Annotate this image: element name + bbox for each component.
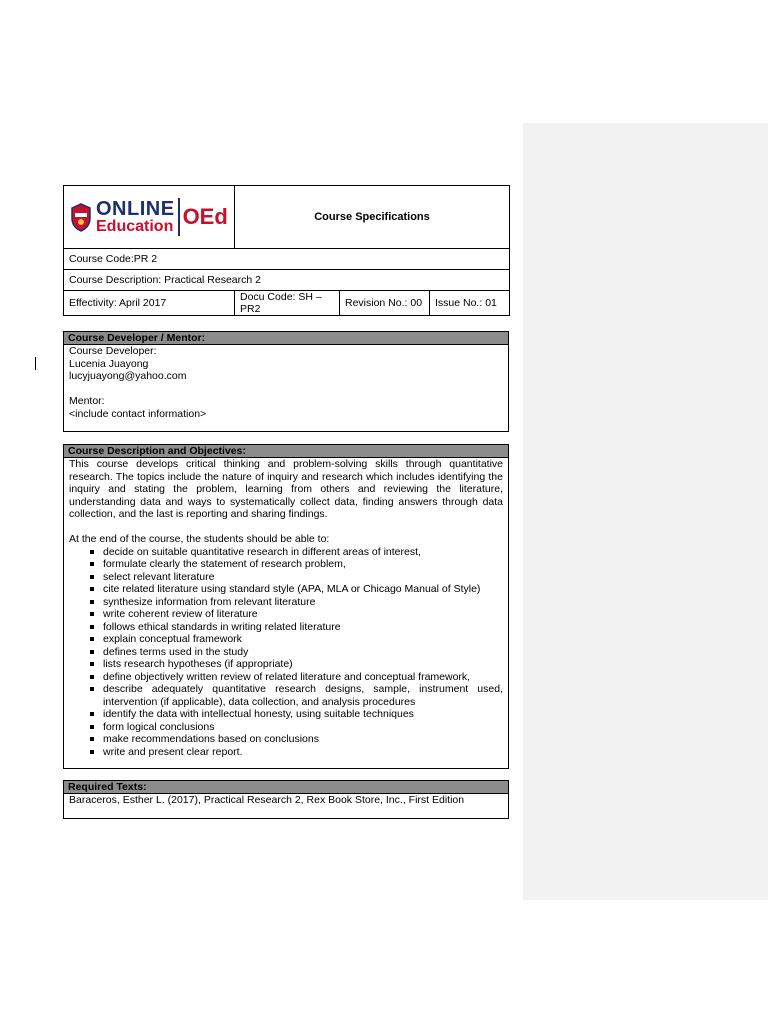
list-item: write and present clear report. xyxy=(103,746,503,759)
docu-code: Docu Code: SH – PR2 xyxy=(235,291,340,316)
developer-label: Course Developer: xyxy=(69,345,157,357)
comment-pane xyxy=(523,123,768,900)
list-item: form logical conclusions xyxy=(103,721,503,734)
online-education-logo xyxy=(64,186,234,248)
list-item: follows ethical standards in writing related literature xyxy=(103,621,503,634)
text-cursor xyxy=(35,357,36,370)
course-description: Course Description: Practical Research 2 xyxy=(64,270,510,291)
required-texts-section xyxy=(63,780,509,819)
logo-education-text: Education xyxy=(96,218,174,235)
developer-name: Lucenia Juayong xyxy=(69,357,149,370)
list-item: identify the data with intellectual honesty, using suitable techniques xyxy=(103,708,503,721)
developer-section xyxy=(63,331,509,432)
list-item: defines terms used in the study xyxy=(103,646,503,659)
list-item: synthesize information from relevant literature xyxy=(103,596,503,609)
course-header-table xyxy=(63,185,510,316)
course-code: Course Code:PR 2 xyxy=(64,249,510,270)
logo-cell xyxy=(64,186,235,249)
issue-number: Issue No.: 01 xyxy=(430,291,510,316)
list-item: formulate clearly the statement of research problem, xyxy=(103,558,503,571)
list-item: lists research hypotheses (if appropriate) xyxy=(103,658,503,671)
objectives-intro: At the end of the course, the students should be able to: xyxy=(69,533,330,545)
list-item: describe adequately quantitative research designs, sample, instrument used, intervention (if applicable), data collection, and analysis procedures xyxy=(103,683,503,708)
page-title: Course Specifications xyxy=(235,186,510,249)
crest-icon xyxy=(70,202,92,232)
effectivity: Effectivity: April 2017 xyxy=(64,291,235,316)
list-item: define objectively written review of related literature and conceptual framework, xyxy=(103,671,503,684)
description-section xyxy=(63,444,509,769)
logo-divider xyxy=(178,198,180,236)
mentor-label: Mentor: xyxy=(69,395,105,407)
developer-heading: Course Developer / Mentor: xyxy=(64,332,508,345)
logo-oed-text: OEd xyxy=(182,204,228,229)
list-item: write coherent review of literature xyxy=(103,608,503,621)
list-item: make recommendations based on conclusions xyxy=(103,733,503,746)
required-text-entry: Baraceros, Esther L. (2017), Practical Research 2, Rex Book Store, Inc., First Edition xyxy=(69,794,465,806)
revision-number: Revision No.: 00 xyxy=(340,291,430,316)
list-item: cite related literature using standard style (APA, MLA or Chicago Manual of Style) xyxy=(103,583,503,596)
objectives-list xyxy=(69,546,503,759)
logo-online-text: ONLINE xyxy=(96,198,175,220)
list-item: select relevant literature xyxy=(103,571,503,584)
description-heading: Course Description and Objectives: xyxy=(64,445,508,458)
mentor-contact: <include contact information> xyxy=(69,407,207,420)
required-texts-heading: Required Texts: xyxy=(64,781,508,794)
description-paragraph: This course develops critical thinking and problem-solving skills through quantitative research. The topics include the nature of inquiry and research which includes identifying the inquiry and stating the problem, learning from others and reviewing the literature, understanding data and ways to systematically collect data, finding answers through data collection, and the last is reporting and sharing findings. xyxy=(69,458,503,520)
list-item: decide on suitable quantitative research in different areas of interest, xyxy=(103,546,503,559)
list-item: explain conceptual framework xyxy=(103,633,503,646)
developer-email: lucyjuayong@yahoo.com xyxy=(69,370,187,382)
